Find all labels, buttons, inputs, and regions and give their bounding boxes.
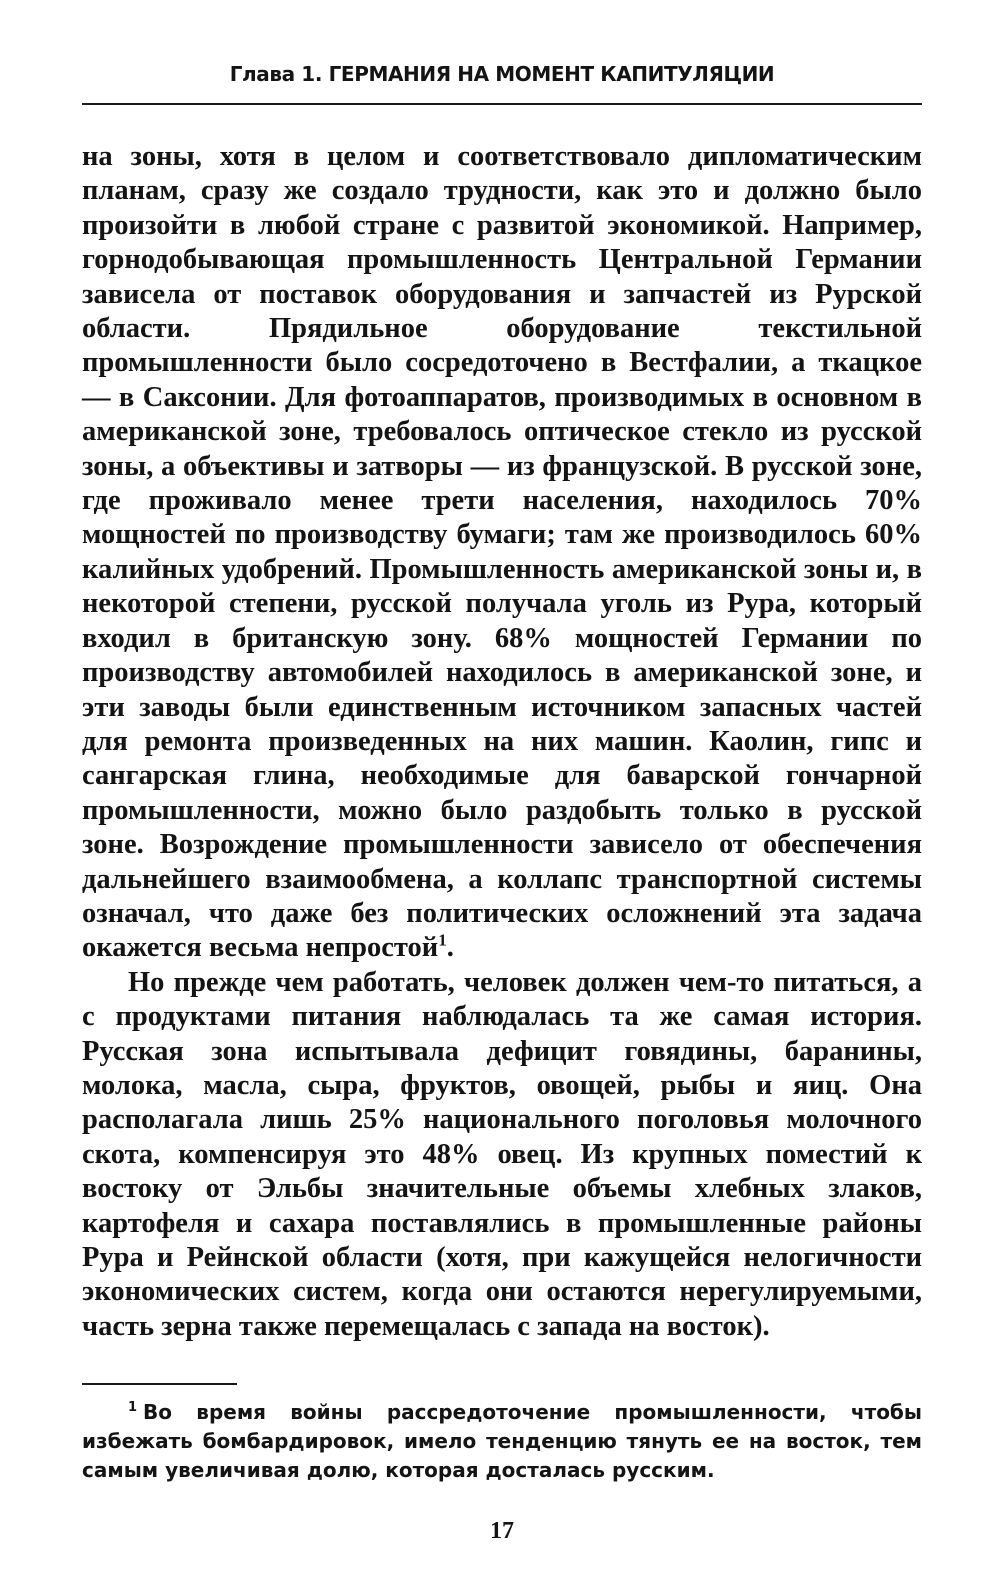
header-rule xyxy=(82,103,922,105)
footnote xyxy=(82,1398,922,1485)
running-head: Глава 1. ГЕРМАНИЯ НА МОМЕНТ КАПИТУЛЯЦИИ xyxy=(229,62,775,86)
paragraph-1-text: на зоны, хотя в целом и соответствовало дипломатическим планам, сразу же создало трудности, как это и должно было произойти в любой стране с развитой экономикой. Например, горнодобывающая промышленность Центральной Германии зависела от поставок оборудования и запчастей из Рурской области. Прядильное оборудование текстильной промышленности было сосредоточено в Вестфалии, а ткацкое — в Саксонии. Для фотоаппаратов, производимых в основном в американской зоне, требовалось оптическое стекло из русской зоны, а объективы и затворы — из французской. В русской зоне, где проживало менее трети населения, находилось 70% мощностей по производству бумаги; там же производилось 60% калийных удобрений. Промышленность американской зоны и, в некоторой степени, русской получала уголь из Рура, который входил в британскую зону. 68% мощностей Германии по производству автомобилей находилось в американской зоне, и эти заводы были единственным источником запасных частей для ремонта произведенных на них машин. Каолин, гипс и сангарская глина, необходимые для баварской гончарной промышленности, можно было раздобыть только в русской зоне. Возрождение промышленности зависело от обеспечения дальнейшего взаимообмена, а коллапс транспортной системы означал, что даже без политических осложнений эта задача окажется весьма непростой xyxy=(82,141,922,964)
paragraph-1-end: . xyxy=(446,932,454,964)
footnote-text: Во время войны рассредоточение промышленности, чтобы избежать бомбардировок, имело тенденцию тянуть ее на восток, тем самым увеличивая долю, которая досталась русским. xyxy=(82,1400,922,1482)
footnote-rule xyxy=(82,1383,237,1385)
paragraph-2: Но прежде чем работать, человек должен чем-то питаться, а с продуктами питания наблюдалась та же самая история. Русская зона испытывала дефицит говядины, баранины, молока, масла, сыра, фруктов, овощей, рыбы и яиц. Она располагала лишь 25% национального поголовья молочного скота, компенсируя это 48% овец. Из крупных поместий к востоку от Эльбы значительные объемы хлебных злаков, картофеля и сахара поставлялись в промышленные районы Рура и Рейнской области (хотя, при кажущейся нелогичности экономических систем, когда они остаются нерегулируемыми, часть зерна также перемещалась с запада на восток). xyxy=(82,966,922,1342)
page-number: 17 xyxy=(490,1518,514,1544)
paragraph-1 xyxy=(82,140,922,966)
footnote-marker: 1 xyxy=(128,1400,138,1416)
footnote-reference: 1 xyxy=(438,930,447,950)
main-text xyxy=(82,140,922,1344)
